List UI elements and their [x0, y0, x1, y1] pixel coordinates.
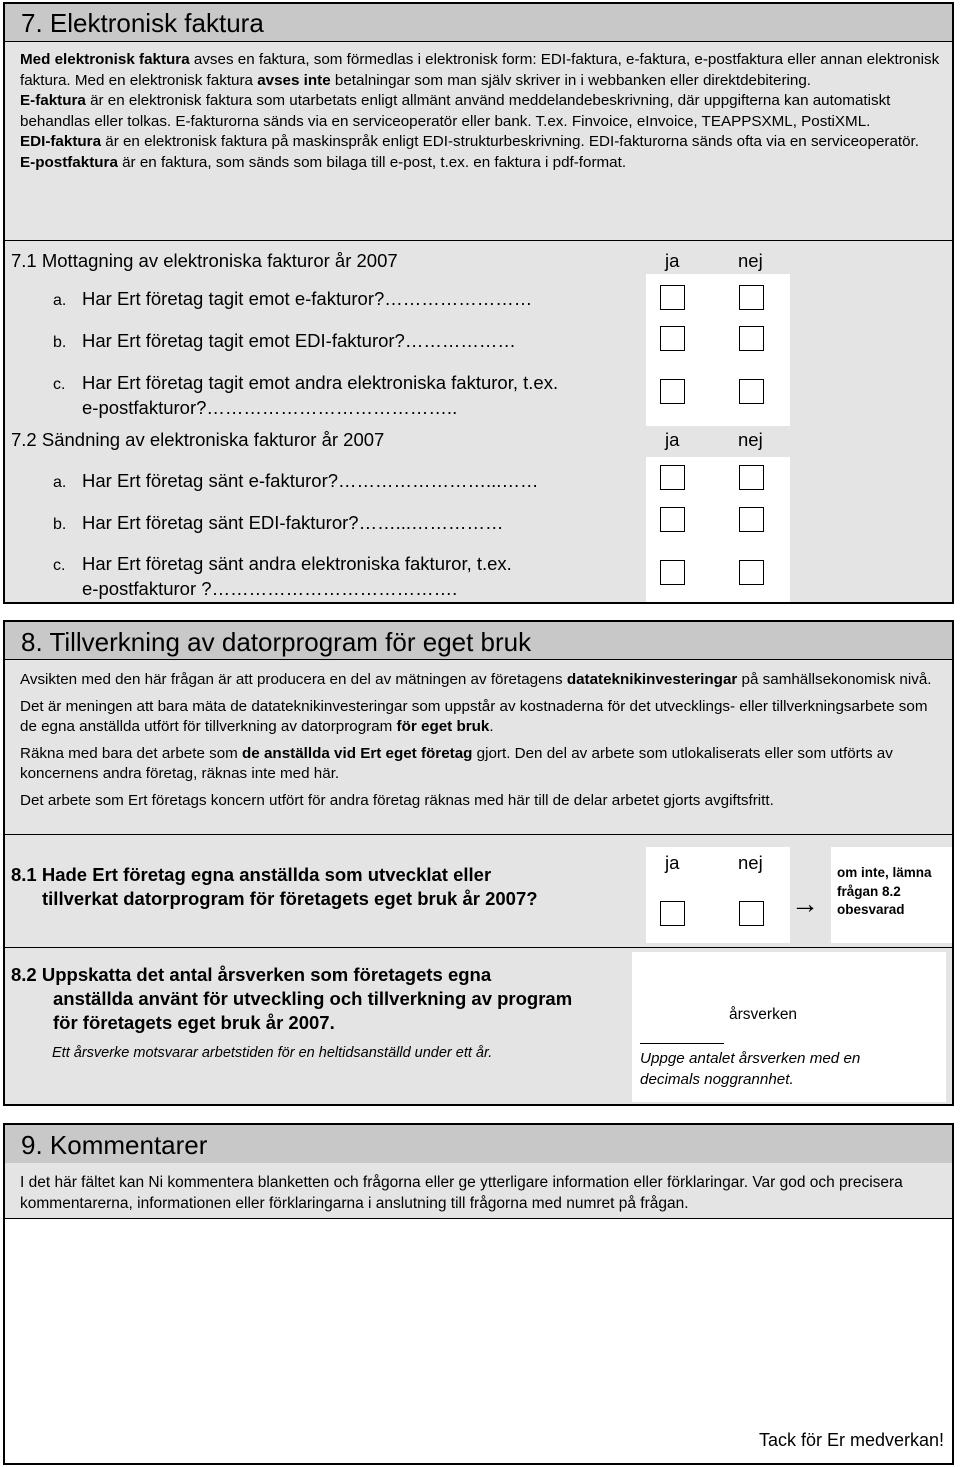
- skip-note: om inte, lämna frågan 8.2 obesvarad: [837, 865, 932, 917]
- nej-label: nej: [738, 250, 763, 271]
- question-7-1-a: a. Har Ert företag tagit emot e-fakturor?……………………: [53, 288, 533, 309]
- checkbox-7-1-c-nej[interactable]: [739, 379, 764, 404]
- section-8: [3, 620, 954, 1106]
- nej-label: nej: [738, 429, 763, 450]
- answer-hint: Uppge antalet årsverken med en decimals noggrannhet.: [640, 1050, 861, 1088]
- section-7: [3, 2, 954, 604]
- checkbox-7-1-a-nej[interactable]: [739, 285, 764, 310]
- divider: [5, 947, 952, 948]
- intro-paragraph-3: EDI-faktura är en elektronisk faktura på maskinspråk enligt EDI-strukturbeskrivning. EDI-fakturorna sänds ofta via en serviceoperatör.: [20, 133, 919, 150]
- question-7-2-b: b. Har Ert företag sänt EDI-fakturor?……...……………: [53, 512, 504, 533]
- answer-box-8-2: [632, 952, 946, 1102]
- intro-paragraph-4: Det arbete som Ert företags koncern utfört för andra företag räknas med här till de delar arbetet gjorts avgiftsfritt.: [20, 791, 774, 809]
- intro-paragraph-1: Med elektronisk faktura avses en faktura, som förmedlas i elektronisk form: EDI-faktura, e-faktura, e-postfaktura eller annan elektronisk faktura. Med en elektronisk faktura avses inte betalningar som man själv skriver in i webbanken eller direktdebitering.: [20, 51, 940, 89]
- ja-label: ja: [665, 429, 680, 450]
- checkbox-7-2-c-nej[interactable]: [739, 560, 764, 585]
- checkbox-8-1-nej[interactable]: [739, 901, 764, 926]
- section-9-title: 9. Kommentarer: [21, 1130, 208, 1160]
- checkbox-7-2-a-nej[interactable]: [739, 465, 764, 490]
- question-7-2-a: a. Har Ert företag sänt e-fakturor?……………………...……: [53, 470, 539, 491]
- question-8-2-note: Ett årsverke motsvarar arbetstiden för en heltidsanställd under ett år.: [52, 1045, 493, 1061]
- section-7-intro: [20, 50, 945, 173]
- intro-paragraph-1: Avsikten med den här frågan är att producera en del av mätningen av företagens datateknikinvesteringar på samhällsekonomisk nivå.: [20, 671, 932, 688]
- checkbox-7-1-b-nej[interactable]: [739, 326, 764, 351]
- divider: [5, 240, 952, 241]
- divider: [5, 834, 952, 835]
- section-8-header: [5, 622, 952, 660]
- checkbox-7-2-b-nej[interactable]: [739, 507, 764, 532]
- section-7-header: [5, 4, 952, 42]
- answer-field-8-2[interactable]: [640, 1023, 724, 1044]
- ja-label: ja: [665, 852, 680, 873]
- checkbox-7-1-a-ja[interactable]: [660, 285, 685, 310]
- question-7-2-title: 7.2 Sändning av elektroniska fakturor år 2007: [11, 429, 385, 450]
- intro-paragraph-3: Räkna med bara det arbete som de anställda vid Ert eget företag gjort. Den del av arbete som utlokaliserats eller som utförts av koncernens andra företag, räknas inte med här.: [20, 744, 893, 782]
- intro-paragraph-4: E-postfaktura är en faktura, som sänds som bilaga till e-post, t.ex. en faktura i pdf-format.: [20, 153, 627, 171]
- section-9: [3, 1123, 954, 1465]
- question-7-2-c: c. Har Ert företag sänt andra elektroniska fakturor, t.ex. e-postfakturor ?………………………………….: [53, 553, 512, 599]
- checkbox-7-1-b-ja[interactable]: [660, 326, 685, 351]
- section-8-title: 8. Tillverkning av datorprogram för eget bruk: [21, 627, 532, 657]
- checkbox-7-2-c-ja[interactable]: [660, 560, 685, 585]
- unit-label: årsverken: [729, 1006, 798, 1023]
- checkbox-7-2-a-ja[interactable]: [660, 465, 685, 490]
- intro-paragraph-2: E-faktura är en elektronisk faktura som utarbetats enligt allmänt använd meddelandebeskrivning, där uppgifterna kan automatiskt behandlas eller tolkas. E-fakturorna sänds via en serviceoperatör eller bank. T.ex. Finvoice, eInvoice, TEAPPSXML, PostiXML.: [20, 92, 891, 130]
- comment-area[interactable]: [5, 1219, 952, 1463]
- thanks-text: Tack för Er medverkan!: [758, 1430, 944, 1450]
- nej-label: nej: [738, 852, 763, 873]
- skip-note-box: [831, 847, 952, 943]
- arrow-right-icon: →: [791, 888, 819, 919]
- checkbox-7-1-c-ja[interactable]: [660, 379, 685, 404]
- question-7-1-title: 7.1 Mottagning av elektroniska fakturor år 2007: [11, 250, 398, 271]
- question-8-2-title: 8.2 Uppskatta det antal årsverken som företagets egna anställda använt för utveckling och tillverkning av program för företagets eget bruk år 2007.: [11, 964, 573, 1033]
- intro-paragraph-2: Det är meningen att bara mäta de datateknikinvesteringar som uppstår av kostnaderna för det utvecklings- eller tillverkningsarbete som de egna anställda utfört för tillverkning av datorprogram för eget bruk.: [20, 697, 928, 735]
- ja-label: ja: [665, 250, 680, 271]
- section-9-header: [5, 1125, 952, 1163]
- section-9-intro-bg: [5, 1163, 952, 1219]
- question-8-1-title: 8.1 Hade Ert företag egna anställda som utvecklat eller tillverkat datorprogram för företagets eget bruk år 2007?: [11, 864, 538, 909]
- question-7-1-c: c. Har Ert företag tagit emot andra elektroniska fakturor, t.ex. e-postfakturor?…………………………………..: [53, 372, 559, 418]
- comment-instructions: I det här fältet kan Ni kommentera blanketten och frågorna eller ge ytterligare information eller förklaringar. Var god och precisera kommentarerna, informationen eller förklaringarna i anslutning till frågorna med numret på frågan.: [20, 1174, 903, 1212]
- checkbox-8-1-ja[interactable]: [660, 901, 685, 926]
- question-7-1-b: b. Har Ert företag tagit emot EDI-fakturor?………………: [53, 330, 516, 351]
- checkbox-7-2-b-ja[interactable]: [660, 507, 685, 532]
- section-7-title: 7. Elektronisk faktura: [21, 8, 264, 38]
- section-8-intro: [20, 670, 945, 811]
